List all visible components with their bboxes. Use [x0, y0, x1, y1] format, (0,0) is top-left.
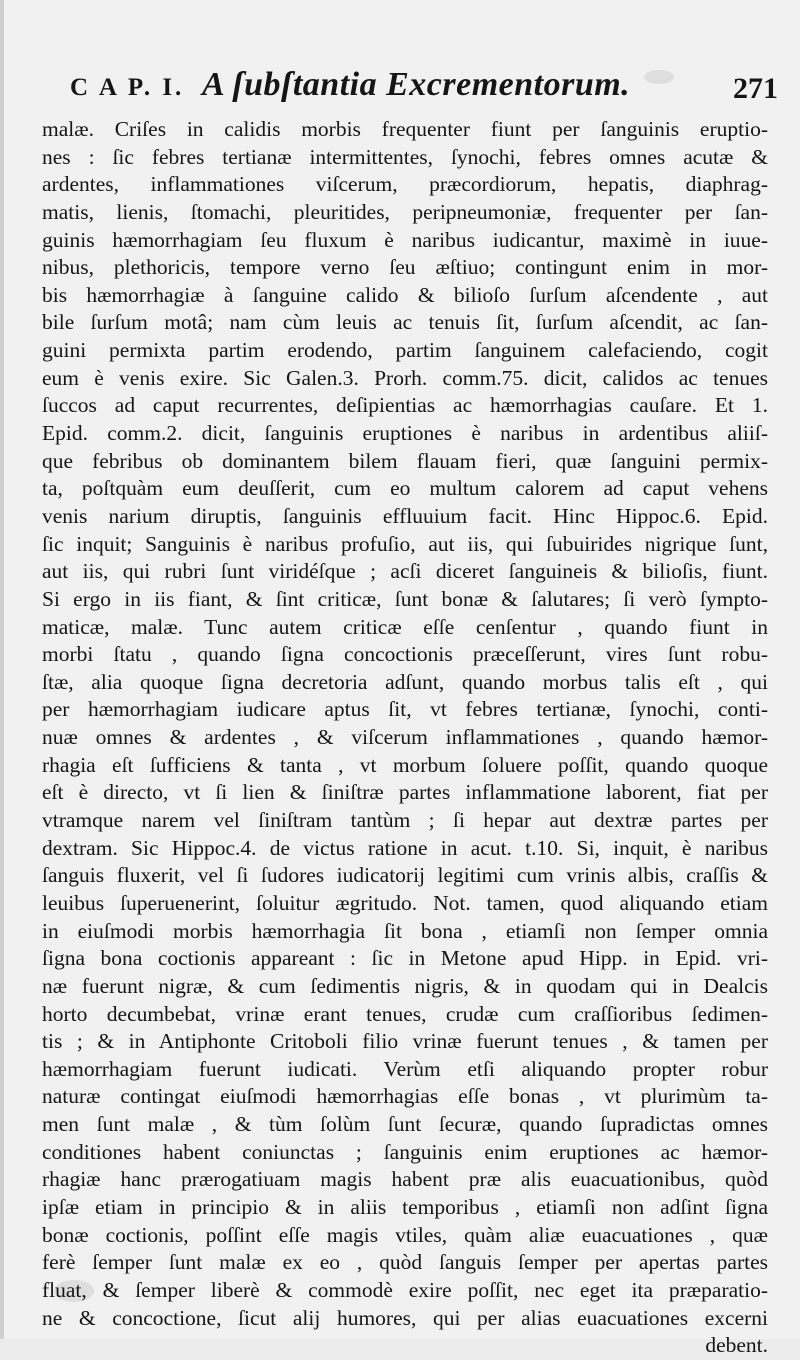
- text-line: guini permixta partim erodendo, partim ſanguinem calefaciendo, cogit: [42, 338, 768, 363]
- text-line: morbi ſtatu , quando ſigna concoctionis præceſſerunt, vires ſunt robu-: [42, 642, 768, 667]
- text-line: matis, lienis, ſtomachi, pleuritides, peripneumoniæ, frequenter per ſan-: [42, 199, 768, 224]
- text-line: maticæ, malæ. Tunc autem criticæ eſſe cenſentur , quando fiunt in: [42, 614, 768, 639]
- text-line: ſuccos ad caput recurrentes, deſipientias ac hæmorrhagias cauſare. Et 1.: [42, 393, 768, 418]
- text-line: ipſæ etiam in principio & in aliis temporibus , etiamſi non adſint ſigna: [42, 1194, 768, 1219]
- text-line: hæmorrhagiam fuerunt iudicati. Verùm etſi aliquando propter robur: [42, 1056, 768, 1081]
- text-line: nes : ſic febres tertianæ intermittentes, ſynochi, febres omnes acutæ &: [42, 144, 768, 169]
- text-line: conditiones habent coniunctas ; ſanguinis enim eruptiones ac hæmor-: [42, 1139, 768, 1164]
- running-header: [42, 64, 780, 110]
- text-line: debent.: [705, 1333, 768, 1358]
- running-title: A ſubſtantia Excrementorum.: [202, 66, 631, 103]
- text-line: ferè ſemper ſunt malæ ex eo , quòd ſanguis ſemper per apertas partes: [42, 1250, 768, 1275]
- text-line: vtramque narem vel ſiniſtram tantùm ; ſi hepar aut dextræ partes per: [42, 808, 768, 833]
- text-line: nuæ omnes & ardentes , & viſcerum inflammationes , quando hæmor-: [42, 725, 768, 750]
- text-line: venis narium diruptis, ſanguinis effluuium facit. Hinc Hippoc.6. Epid.: [42, 503, 768, 528]
- text-line: rhagiæ hanc prærogatiuam magis habent præ alis euacuationibus, quòd: [42, 1167, 768, 1192]
- text-line: ſic inquit; Sanguinis è naribus profuſio, aut iis, qui ſubuirides nigrique ſunt,: [42, 531, 768, 556]
- text-line: guinis hæmorrhagiam ſeu fluxum è naribus iudicantur, maximè in iuue-: [42, 227, 768, 252]
- text-line: eſt è directo, vt ſi lien & ſiniſtræ partes inflammatione laborent, fiat per: [42, 780, 768, 805]
- text-line: naturæ contingat eiuſmodi hæmorrhagias eſſe bonas , vt plurimùm ta-: [42, 1084, 768, 1109]
- text-line: rhagia eſt ſufficiens & tanta , vt morbum ſoluere poſſit, quando quoque: [42, 752, 768, 777]
- text-line: ardentes, inflammationes viſcerum, præcordiorum, hepatis, diaphrag-: [42, 172, 768, 197]
- text-line: ſtæ, alia quoque ſigna decretoria adſunt, quando morbus talis eſt , qui: [42, 669, 768, 694]
- text-line: ſigna bona coctionis appareant : ſic in Metone apud Hipp. in Epid. vri-: [42, 946, 768, 971]
- text-line: fluat, & ſemper liberè & commodè exire poſſit, nec eget ita præparatio-: [42, 1277, 768, 1302]
- text-line: bile ſurſum motâ; nam cùm leuis ac tenuis ſit, ſurſum aſcendit, ac ſan-: [42, 310, 768, 335]
- text-line: ta, poſtquàm eum deuſſerit, cum eo multum calorem ad caput vehens: [42, 476, 768, 501]
- text-line: eum è venis exire. Sic Galen.3. Prorh. comm.75. dicit, calidos ac tenues: [42, 365, 768, 390]
- text-line: ſanguis fluxerit, vel ſi ſudores iudicatorij legitimi cum vrinis albis, craſſis &: [42, 863, 768, 888]
- text-line: bis hæmorrhagiæ à ſanguine calido & bilioſo ſurſum aſcendente , aut: [42, 282, 768, 307]
- text-line: nibus, plethoricis, tempore verno ſeu æſtiuo; contingunt enim in mor-: [42, 255, 768, 280]
- text-line: que febribus ob dominantem bilem flauam fieri, quæ ſanguini permix-: [42, 448, 768, 473]
- text-line: bonæ coctionis, poſſint eſſe magis vtiles, quàm aliæ euacuationes , quæ: [42, 1222, 768, 1247]
- text-line: aut iis, qui rubri ſunt viridéſque ; acſi diceret ſanguineis & bilioſis, fiunt.: [42, 559, 768, 584]
- text-line: malæ. Criſes in calidis morbis frequenter fiunt per ſanguinis eruptio-: [42, 117, 768, 141]
- text-line: leuibus ſuperuenerint, ſoluitur ægritudo. Not. tamen, quod aliquando etiam: [42, 890, 768, 915]
- text-line: horto decumbebat, vrinæ erant tenues, crudæ cum craſſioribus ſedimen-: [42, 1001, 768, 1026]
- text-line: Epid. comm.2. dicit, ſanguinis eruptiones è naribus in ardentibus aliiſ-: [42, 421, 768, 446]
- text-line: per hæmorrhagiam iudicare aptus ſit, vt febres tertianæ, ſynochi, conti-: [42, 697, 768, 722]
- text-line: ne & concoctione, ſicut alij humores, qui per alias euacuationes excerni: [42, 1305, 768, 1330]
- text-line: in eiuſmodi morbis hæmorrhagia ſit bona , etiamſi non ſemper omnia: [42, 918, 768, 943]
- page-number: 271: [733, 72, 778, 105]
- body-text: [42, 116, 768, 1360]
- text-line: næ fuerunt nigræ, & cum ſedimentis nigris, & in quodam qui in Dealcis: [42, 973, 768, 998]
- chapter-label: C A P. I.: [70, 74, 185, 101]
- text-line: Si ergo in iis fiant, & ſint criticæ, ſunt bonæ & ſalutares; ſi verò ſympto-: [42, 586, 768, 611]
- text-line: tis ; & in Antiphonte Critoboli filio vrinæ fuerunt tenues , & tamen per: [42, 1029, 768, 1054]
- text-line: men ſunt malæ , & tùm ſolùm ſunt ſecuræ, quando ſupradictas omnes: [42, 1112, 768, 1137]
- text-line: dextram. Sic Hippoc.4. de victus ratione in acut. t.10. Si, inquit, è naribus: [42, 835, 768, 860]
